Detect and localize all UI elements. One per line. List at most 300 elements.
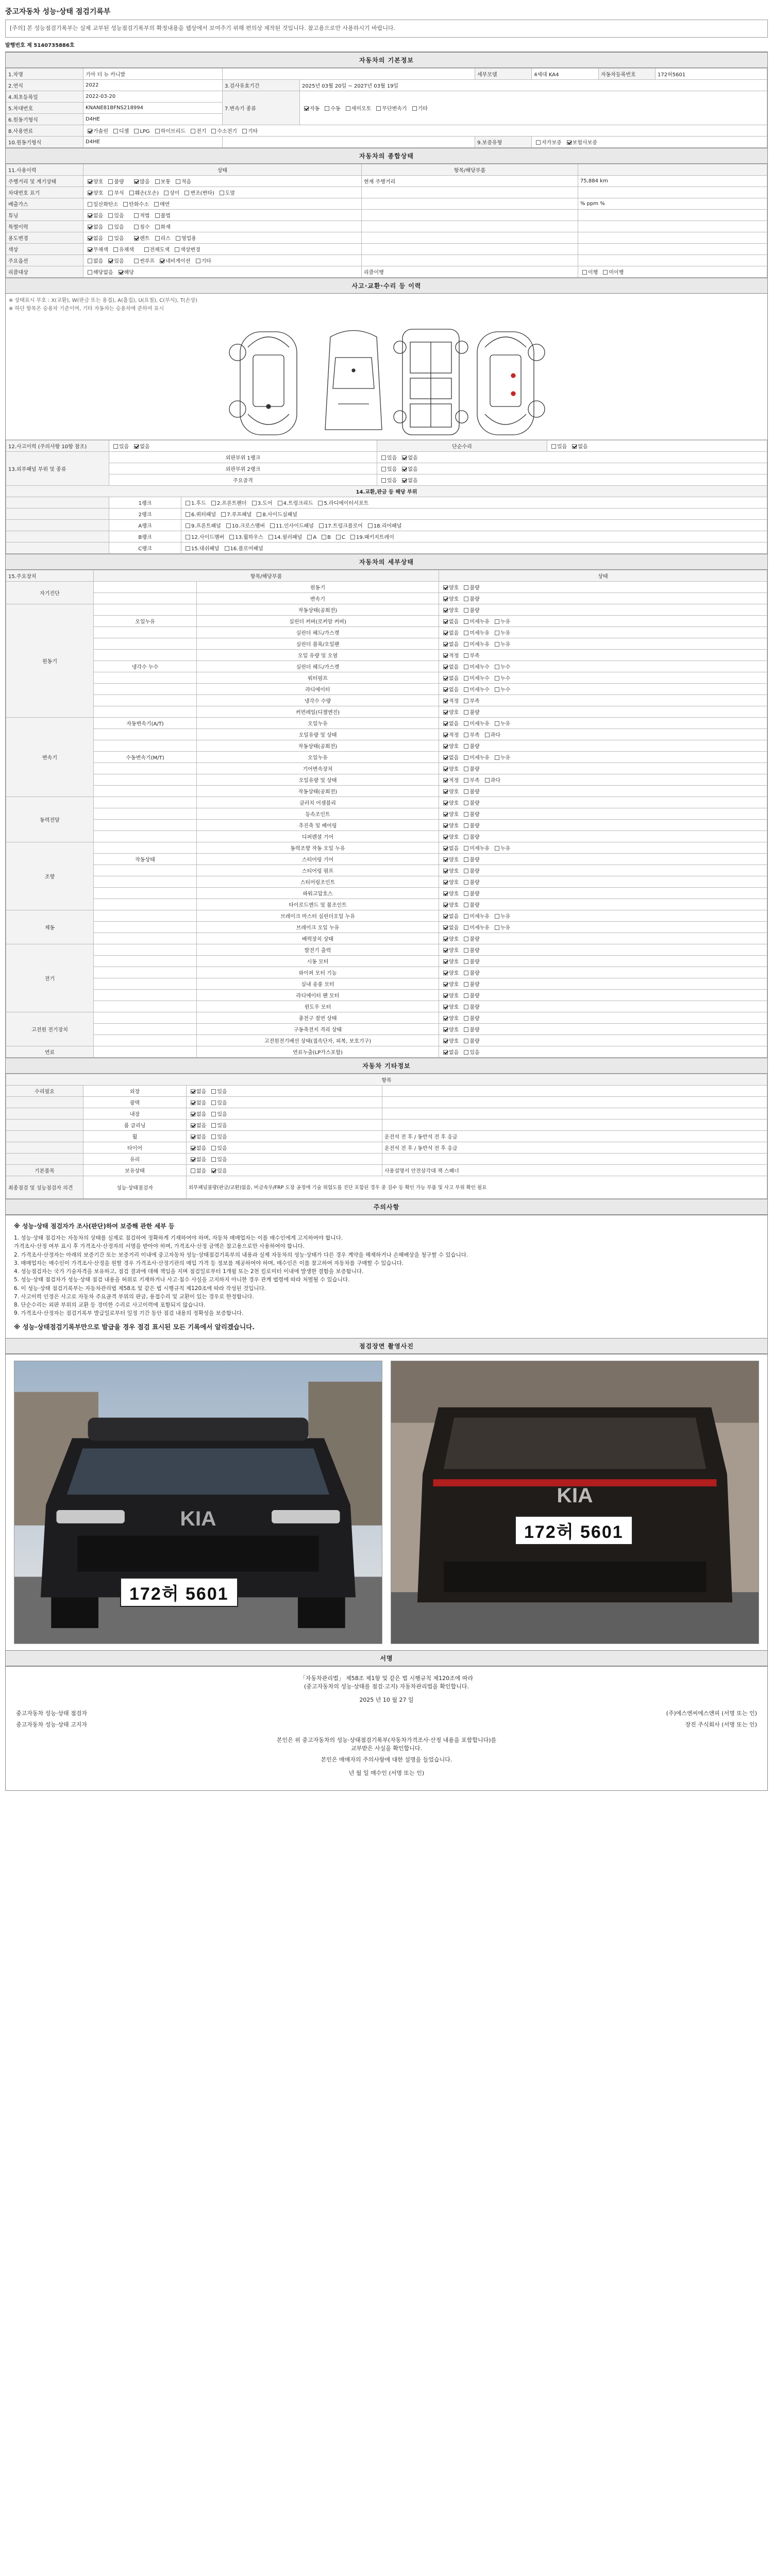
option <box>462 629 490 636</box>
checkbox <box>443 744 448 749</box>
appraiser-row <box>16 1720 757 1728</box>
detail-sub <box>94 785 197 796</box>
checkbox <box>464 857 468 862</box>
detail-state <box>439 933 767 944</box>
other-row <box>6 1096 767 1108</box>
option: 없음 <box>189 1166 206 1174</box>
detail-item: 실린더 커버(로커암 커버) <box>197 615 439 626</box>
option <box>462 606 479 614</box>
state-label: 불량 <box>469 607 480 614</box>
option <box>462 969 479 976</box>
detail-state <box>439 899 767 910</box>
other-extra: 운전석 전 후 / 동반석 전 후 응급 <box>382 1130 767 1142</box>
detail-sub <box>94 989 197 1001</box>
checkbox <box>346 106 350 111</box>
option <box>462 946 479 954</box>
state-label: 불량 <box>469 596 480 602</box>
checkbox <box>381 455 386 460</box>
overall-item <box>362 232 578 243</box>
state-label: 불량 <box>469 709 480 716</box>
option <box>441 844 459 852</box>
state-label: 불량 <box>469 766 480 772</box>
detail-state <box>439 706 767 717</box>
option <box>441 1037 459 1044</box>
sign-line: 본인은 매매자의 주의사항에 대한 설명을 들었습니다. <box>321 1756 452 1764</box>
option <box>441 787 459 795</box>
other-options <box>187 1085 382 1096</box>
state-label: 부족 <box>469 732 480 738</box>
detail-state <box>439 740 767 751</box>
checkbox <box>495 687 499 692</box>
ranks-body <box>6 497 767 553</box>
detail-sub: 오일누유 <box>94 615 197 626</box>
option <box>441 742 459 750</box>
checkbox <box>464 869 468 873</box>
checkbox <box>464 687 468 692</box>
overall-head <box>6 164 767 175</box>
detail-state <box>439 831 767 842</box>
checkbox <box>88 225 92 229</box>
overall-label: 색상 <box>6 243 83 255</box>
checkbox <box>572 444 577 449</box>
option <box>441 651 459 659</box>
checkbox <box>443 767 448 771</box>
option <box>441 935 459 942</box>
detail-item: 기어변속장치 <box>197 762 439 774</box>
detail-state <box>439 615 767 626</box>
checkbox <box>464 1016 468 1021</box>
detail-item: 오일유량 및 상태 <box>197 774 439 785</box>
option <box>462 889 479 897</box>
detail-state <box>439 660 767 672</box>
option <box>441 923 459 931</box>
detail-state <box>439 853 767 865</box>
detail-head-cell: 15.주요장치 <box>6 570 94 581</box>
other-extra <box>382 1153 767 1164</box>
detail-row <box>6 740 767 751</box>
state-label: 없음 <box>449 641 459 648</box>
option: 불량 <box>106 177 124 185</box>
checkbox <box>381 478 386 483</box>
detail-state <box>439 796 767 808</box>
basic-label: 1.차명 <box>6 68 83 79</box>
rank-row <box>6 542 767 553</box>
checkbox <box>229 535 234 539</box>
rank-row <box>6 508 767 519</box>
option <box>462 708 479 716</box>
checkbox <box>485 733 490 737</box>
option: 탄화수소 <box>121 200 149 208</box>
option <box>462 1003 479 1010</box>
detail-item: 오일 유량 및 오염 <box>197 649 439 660</box>
state-label: 불량 <box>469 993 480 999</box>
detail-row <box>6 910 767 921</box>
option: 없음 <box>400 465 417 472</box>
option <box>441 708 459 716</box>
checkbox <box>443 687 448 692</box>
detail-item: 고전원전기배선 상태(접속단자, 피복, 보호기구) <box>197 1035 439 1046</box>
detail-item: 실린더 헤드/가스켓 <box>197 626 439 638</box>
detail-row <box>6 989 767 1001</box>
detail-sub <box>94 808 197 819</box>
option: 있음 <box>209 1121 227 1129</box>
checkbox <box>443 710 448 715</box>
state-label: 없음 <box>449 687 459 693</box>
state-label: 양호 <box>449 607 459 614</box>
notice-box: [주의] 본 성능점검기록부는 실제 교부된 성능점검기록부의 확정내용을 웹상에서 보여주기 위해 편의상 제작된 것입니다. 참고용으로만 사용하시기 바랍니다. <box>5 20 768 38</box>
checkbox <box>186 546 190 551</box>
detail-row <box>6 785 767 796</box>
option <box>441 1025 459 1033</box>
detail-state <box>439 774 767 785</box>
detail-state <box>439 728 767 740</box>
option <box>462 674 490 682</box>
detail-state <box>439 638 767 649</box>
detail-state <box>439 978 767 989</box>
option <box>462 731 479 738</box>
option <box>493 923 510 931</box>
checkbox <box>88 191 92 195</box>
rank-items <box>181 497 767 508</box>
checkbox <box>495 665 499 669</box>
other-label: 광택 <box>83 1096 187 1108</box>
state-label: 양호 <box>449 766 459 772</box>
option: 침수 <box>132 223 149 230</box>
option: 11.인사이드패널 <box>268 521 314 529</box>
checkbox <box>464 948 468 953</box>
detail-state <box>439 751 767 762</box>
inspector-row <box>16 1709 757 1717</box>
option: 디젤 <box>111 127 129 134</box>
option: 리스 <box>153 234 171 242</box>
other-group <box>6 1130 83 1142</box>
basic-value: D4HE <box>83 113 223 125</box>
detail-row <box>6 728 767 740</box>
detail-sub <box>94 1023 197 1035</box>
checkbox <box>464 755 468 760</box>
other-group <box>6 1108 83 1119</box>
option: 자가보증 <box>534 138 562 146</box>
detail-group: 원동기 <box>6 604 94 717</box>
detail-sub <box>94 638 197 649</box>
panel-label: 13.외부패널 부위 및 종류 <box>6 451 109 485</box>
state-label: 없음 <box>449 630 459 636</box>
checkbox <box>134 259 139 263</box>
detail-sub <box>94 887 197 899</box>
option: LPG <box>132 129 149 134</box>
checkbox <box>464 993 468 998</box>
state-label: 미세누유 <box>469 619 490 625</box>
rank-items <box>181 519 767 531</box>
checkbox <box>464 789 468 794</box>
other-row <box>6 1142 767 1153</box>
state-label: 미세누수 <box>469 664 490 670</box>
option: 5.라디에이터서포트 <box>316 499 368 506</box>
checkbox <box>495 619 499 624</box>
checkbox <box>464 608 468 613</box>
option: 적법 <box>132 211 149 219</box>
checkbox <box>536 140 541 145</box>
license-plate: 172허 5601 <box>120 1578 238 1607</box>
overall-row <box>6 255 767 266</box>
option <box>441 629 459 636</box>
state-label: 불량 <box>469 868 480 874</box>
detail-sub <box>94 672 197 683</box>
state-label: 불량 <box>469 959 480 965</box>
detail-row <box>6 796 767 808</box>
opinion-sub: 성능·상태점검자 <box>83 1176 187 1198</box>
option <box>462 753 490 761</box>
option <box>462 855 479 863</box>
option <box>441 889 459 897</box>
option: 훼손(오손) <box>127 189 159 196</box>
basic-row-3 <box>6 91 767 102</box>
option: 없음 <box>189 1121 206 1129</box>
checkbox <box>464 835 468 839</box>
checkbox <box>113 247 118 252</box>
checkbox <box>211 1112 216 1116</box>
checkbox <box>495 846 499 851</box>
option <box>462 991 479 999</box>
detail-row <box>6 808 767 819</box>
other-options <box>187 1142 382 1153</box>
simple-repair-options <box>547 440 767 451</box>
state-label: 불량 <box>469 1004 480 1010</box>
state-label: 불량 <box>469 789 480 795</box>
transmission-options <box>300 91 767 125</box>
checkbox <box>443 642 448 647</box>
detail-sub <box>94 978 197 989</box>
detail-row <box>6 717 767 728</box>
checkbox <box>307 535 312 539</box>
ranks-head-row <box>6 485 767 497</box>
checkbox <box>108 213 113 218</box>
panel-row-3 <box>6 474 767 485</box>
checkbox <box>464 721 468 726</box>
checkbox <box>464 733 468 737</box>
checkbox <box>443 937 448 941</box>
detail-sub <box>94 706 197 717</box>
option: 양호 <box>86 189 103 196</box>
detail-row <box>6 649 767 660</box>
checkbox <box>443 755 448 760</box>
overall-label: 배출가스 <box>6 198 83 209</box>
option: 있음 <box>209 1132 227 1140</box>
state-label: 누유 <box>500 913 511 920</box>
other-extra <box>382 1085 767 1096</box>
checkbox <box>175 247 179 252</box>
checkbox <box>464 812 468 817</box>
section-detail: 자동차의 세부상태 <box>6 554 767 570</box>
state-label: 없음 <box>449 913 459 920</box>
option <box>462 651 479 659</box>
option <box>441 855 459 863</box>
option: 도말 <box>217 189 235 196</box>
option <box>462 810 479 818</box>
option: 없음 <box>189 1087 206 1095</box>
checkbox <box>443 676 448 681</box>
state-label: 과다 <box>490 777 500 784</box>
detail-row <box>6 1035 767 1046</box>
option: 8.사이드실패널 <box>255 510 297 518</box>
checkbox <box>464 846 468 851</box>
checkbox <box>443 914 448 919</box>
basic-value: 기아 더 뉴 카니발 <box>83 68 223 79</box>
state-label: 미세누유 <box>469 755 490 761</box>
checkbox <box>270 523 275 528</box>
panel-row-2 <box>6 463 767 474</box>
detail-row <box>6 899 767 910</box>
overall-head-cell <box>578 164 767 175</box>
checkbox <box>443 869 448 873</box>
photo-row <box>6 1354 767 1650</box>
option <box>462 742 479 750</box>
detail-group: 동력전달 <box>6 796 94 842</box>
detail-state <box>439 1046 767 1057</box>
detail-state <box>439 785 767 796</box>
panel-part-options <box>377 463 767 474</box>
checkbox <box>191 1157 195 1162</box>
detail-row <box>6 604 767 615</box>
option <box>462 685 490 693</box>
accident-options <box>109 440 377 451</box>
detail-item: 추진축 및 베어링 <box>197 819 439 831</box>
option <box>493 663 510 670</box>
checkbox <box>225 546 229 551</box>
appraiser-value: 장진 주식회사 (서명 또는 인) <box>685 1721 757 1728</box>
detail-item: 브레이크 오일 누유 <box>197 921 439 933</box>
checkbox <box>443 948 448 953</box>
detail-item: 파워고압호스 <box>197 887 439 899</box>
basic-label: 세부모델 <box>475 68 532 79</box>
state-label: 불량 <box>469 857 480 863</box>
overall-options <box>83 198 362 209</box>
option <box>441 697 459 704</box>
detail-item: 연료누출(LP가스포함) <box>197 1046 439 1057</box>
option: 양호 <box>86 177 103 185</box>
option: 있음 <box>379 476 397 484</box>
inspector-label: 중고자동차 성능·상태 점검자 <box>16 1710 88 1717</box>
checkbox <box>211 1146 216 1150</box>
state-label: 누유 <box>500 619 511 625</box>
option: 네비게이션 <box>158 257 190 264</box>
option: 13.휠하우스 <box>227 533 263 540</box>
option: 전기 <box>189 127 206 134</box>
state-label: 양호 <box>449 857 459 863</box>
option <box>462 980 479 988</box>
checkbox <box>191 129 195 133</box>
checkbox <box>186 501 190 505</box>
checkbox <box>368 523 373 528</box>
option: 하이브리드 <box>153 127 186 134</box>
detail-row <box>6 638 767 649</box>
checkbox <box>495 631 499 635</box>
detail-item: 오일유량 및 상태 <box>197 728 439 740</box>
state-label: 양호 <box>449 1027 459 1033</box>
state-label: 없음 <box>449 1049 459 1056</box>
checkbox <box>464 1050 468 1055</box>
option: 색상변경 <box>173 245 200 253</box>
option: 영업용 <box>174 234 196 242</box>
detail-group: 연료 <box>6 1046 94 1057</box>
other-extra: 사용설명서 안전삼각대 잭 스패너 <box>382 1164 767 1176</box>
state-label: 양호 <box>449 936 459 942</box>
checkbox <box>443 925 448 930</box>
overall-label: 주행거리 및 계기상태 <box>6 175 83 187</box>
option: 18.리어패널 <box>366 521 402 529</box>
option: 없음 <box>189 1132 206 1140</box>
caution-line: 6. 이 성능·상태 점검기록부는 자동차관리법 제58조 및 같은 법 시행규칙 제120조에 따라 작성된 것입니다. <box>14 1285 266 1292</box>
checkbox <box>155 129 160 133</box>
checkbox <box>164 191 169 195</box>
checkbox <box>108 225 113 229</box>
state-label: 양호 <box>449 947 459 954</box>
option: 일산화탄소 <box>86 200 118 208</box>
option: 1.후드 <box>183 499 206 506</box>
checkbox <box>155 236 160 241</box>
state-label: 양호 <box>449 959 459 965</box>
option <box>483 776 500 784</box>
option: C <box>334 535 345 540</box>
checkbox <box>443 835 448 839</box>
option <box>441 1003 459 1010</box>
option: 해당없음 <box>86 268 113 276</box>
option: 상이 <box>162 189 179 196</box>
detail-state <box>439 876 767 887</box>
checkbox <box>211 1100 216 1105</box>
detail-row <box>6 762 767 774</box>
option: 기타 <box>240 127 258 134</box>
overall-table <box>6 164 767 278</box>
detail-sub <box>94 944 197 955</box>
option: 7.루프패널 <box>219 510 251 518</box>
state-label: 미세누수 <box>469 675 490 682</box>
state-label: 누유 <box>500 630 511 636</box>
detail-state <box>439 592 767 604</box>
overall-options <box>83 232 362 243</box>
checkbox <box>242 129 247 133</box>
option: 이행 <box>580 268 598 276</box>
detail-sub <box>94 842 197 853</box>
state-label: 양호 <box>449 970 459 976</box>
checkbox <box>108 179 113 184</box>
state-label: 없음 <box>449 619 459 625</box>
option: 2.프론트펜더 <box>209 499 247 506</box>
rank-label: 1랭크 <box>109 497 181 508</box>
option <box>441 583 459 591</box>
detail-sub <box>94 604 197 615</box>
option: 없음 <box>189 1144 206 1151</box>
detail-sub <box>94 592 197 604</box>
option <box>441 1048 459 1056</box>
overall-row <box>6 266 767 277</box>
checkbox <box>464 597 468 601</box>
caution-line: 9. 가격조사·산정자는 점검기록부 발급일로부터 일정 기간 동안 점검 내용의 정확성을 보증합니다. <box>14 1310 244 1317</box>
detail-item: 변속기 <box>197 592 439 604</box>
detail-sub <box>94 683 197 694</box>
option: 보통 <box>153 177 171 185</box>
option <box>441 957 459 965</box>
checkbox <box>134 225 139 229</box>
other-label: 유리 <box>83 1153 187 1164</box>
option <box>493 629 510 636</box>
state-label: 불량 <box>469 879 480 886</box>
option <box>462 912 490 920</box>
detail-item: 윈도우 모터 <box>197 1001 439 1012</box>
checkbox <box>191 1112 195 1116</box>
checkbox <box>464 1005 468 1009</box>
basic-label: 7.변속기 종류 <box>223 91 300 125</box>
